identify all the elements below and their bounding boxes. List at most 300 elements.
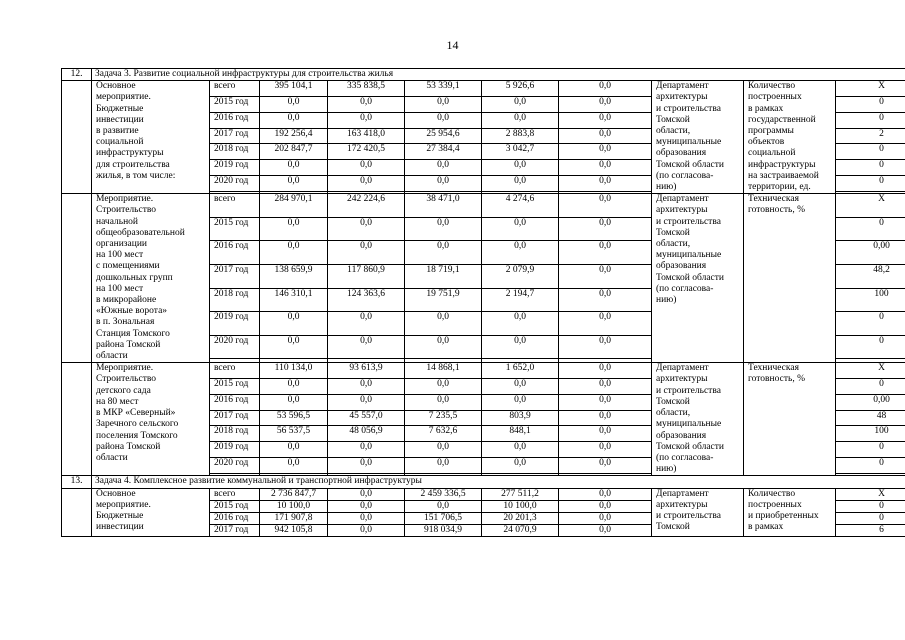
regional-cell: 0,0: [405, 312, 482, 336]
period-cell: 2018 год: [210, 288, 260, 312]
period-cell: 2017 год: [210, 525, 260, 537]
indicator-value: 0: [836, 96, 905, 112]
text-line: готовность, %: [748, 205, 805, 216]
total-cell: 0,0: [260, 335, 328, 359]
period-cell: 2019 год: [210, 312, 260, 336]
section-number: 13.: [62, 476, 92, 488]
text-line: (по согласова-: [656, 283, 714, 294]
indicator-value: 6: [836, 525, 905, 537]
period-cell: 2020 год: [210, 457, 260, 473]
local-cell: 2 079,9: [482, 265, 559, 289]
total-cell: 395 104,1: [260, 81, 328, 97]
other-cell: 0,0: [559, 175, 652, 191]
text-line: в рамках: [748, 522, 784, 533]
text-line: Бюджетные: [96, 103, 144, 114]
total-cell: 56 537,5: [260, 426, 328, 442]
other-cell: 0,0: [559, 241, 652, 265]
text-line: (по согласова-: [656, 452, 714, 463]
text-line: построенных: [748, 499, 802, 510]
text-line: Количество: [748, 81, 796, 92]
regional-cell: 14 868,1: [405, 363, 482, 379]
regional-cell: 27 384,4: [405, 144, 482, 160]
text-line: в микрорайоне: [96, 295, 157, 306]
number-blank: [62, 363, 92, 476]
text-line: Бюджетные: [96, 510, 144, 521]
federal-cell: 335 838,5: [328, 81, 405, 97]
period-cell: 2016 год: [210, 512, 260, 524]
text-line: и строительства: [656, 103, 721, 114]
federal-cell: 0,0: [328, 175, 405, 191]
total-cell: 0,0: [260, 442, 328, 458]
period-cell: 2015 год: [210, 217, 260, 241]
text-line: готовность, %: [748, 374, 805, 385]
text-line: архитектуры: [656, 92, 708, 103]
federal-cell: 0,0: [328, 488, 405, 500]
text-line: инфраструктуры: [96, 148, 164, 159]
text-line: муниципальные: [656, 137, 722, 148]
text-line: района Томской: [96, 441, 161, 452]
text-line: (по согласова-: [656, 170, 714, 181]
federal-cell: 45 557,0: [328, 410, 405, 426]
text-line: Основное: [96, 488, 136, 499]
text-line: начальной: [96, 216, 138, 227]
text-line: образования: [656, 148, 707, 159]
text-line: архитектуры: [656, 499, 708, 510]
other-cell: 0,0: [559, 144, 652, 160]
text-line: муниципальные: [656, 250, 722, 261]
total-cell: 10 100,0: [260, 500, 328, 512]
regional-cell: 918 034,9: [405, 525, 482, 537]
text-line: программы: [748, 126, 794, 137]
text-line: и строительства: [656, 216, 721, 227]
text-line: в п. Зональная: [96, 317, 155, 328]
indicator-value: 0: [836, 512, 905, 524]
regional-cell: 151 706,5: [405, 512, 482, 524]
other-cell: 0,0: [559, 426, 652, 442]
regional-cell: 0,0: [405, 96, 482, 112]
data-row: [62, 488, 905, 500]
text-line: области,: [656, 239, 691, 250]
total-cell: 0,0: [260, 96, 328, 112]
other-cell: 0,0: [559, 512, 652, 524]
regional-cell: 25 954,6: [405, 128, 482, 144]
other-cell: 0,0: [559, 335, 652, 359]
local-cell: 0,0: [482, 96, 559, 112]
regional-cell: 19 751,9: [405, 288, 482, 312]
text-line: на застраиваемой: [748, 170, 819, 181]
text-line: Станция Томского: [96, 328, 170, 339]
regional-cell: 0,0: [405, 175, 482, 191]
total-cell: 202 847,7: [260, 144, 328, 160]
other-cell: 0,0: [559, 312, 652, 336]
period-cell: всего: [210, 363, 260, 379]
text-line: Техническая: [748, 363, 799, 374]
text-line: социальной: [96, 137, 144, 148]
total-cell: 0,0: [260, 217, 328, 241]
text-line: инвестиции: [96, 114, 144, 125]
regional-cell: 0,0: [405, 160, 482, 176]
text-block: [748, 81, 831, 193]
text-line: Строительство: [96, 205, 157, 216]
period-cell: 2020 год: [210, 335, 260, 359]
regional-cell: 0,0: [405, 500, 482, 512]
regional-cell: 0,0: [405, 217, 482, 241]
regional-cell: 0,0: [405, 457, 482, 473]
period-cell: 2019 год: [210, 160, 260, 176]
other-cell: 0,0: [559, 288, 652, 312]
local-cell: 0,0: [482, 112, 559, 128]
text-line: на 100 мест: [96, 283, 144, 294]
text-line: и строительства: [656, 385, 721, 396]
period-cell: 2018 год: [210, 426, 260, 442]
text-line: в МКР «Северный»: [96, 408, 176, 419]
total-cell: 2 736 847,7: [260, 488, 328, 500]
federal-cell: 0,0: [328, 312, 405, 336]
federal-cell: 0,0: [328, 96, 405, 112]
federal-cell: 0,0: [328, 112, 405, 128]
text-line: в рамках: [748, 103, 784, 114]
text-line: поселения Томского: [96, 430, 178, 441]
indicator-value: X: [836, 488, 905, 500]
number-blank: [62, 81, 92, 194]
text-line: Томской: [656, 227, 690, 238]
text-line: Департамент: [656, 488, 709, 499]
text-line: образования: [656, 261, 707, 272]
indicator-value: 0: [836, 442, 905, 458]
indicator-value: 0,00: [836, 241, 905, 265]
indicator-value: 100: [836, 426, 905, 442]
federal-cell: 93 613,9: [328, 363, 405, 379]
federal-cell: 0,0: [328, 241, 405, 265]
other-cell: 0,0: [559, 442, 652, 458]
total-cell: 0,0: [260, 160, 328, 176]
text-line: дошкольных групп: [96, 272, 173, 283]
local-cell: 0,0: [482, 457, 559, 473]
text-line: территории, ед.: [748, 182, 811, 193]
text-line: на 100 мест: [96, 250, 144, 261]
section-title: Задача 4. Комплексное развитие коммунальной и транспортной инфраструктуры: [92, 476, 905, 488]
total-cell: 138 659,9: [260, 265, 328, 289]
other-cell: 0,0: [559, 394, 652, 410]
local-cell: 848,1: [482, 426, 559, 442]
regional-cell: 38 471,0: [405, 194, 482, 218]
total-cell: 0,0: [260, 241, 328, 265]
local-cell: 4 274,6: [482, 194, 559, 218]
local-cell: 0,0: [482, 160, 559, 176]
section-header-row: [62, 69, 905, 81]
text-line: нию): [656, 464, 677, 475]
regional-cell: 18 719,1: [405, 265, 482, 289]
text-line: объектов: [748, 137, 785, 148]
text-line: архитектуры: [656, 374, 708, 385]
total-cell: 0,0: [260, 175, 328, 191]
data-row: [62, 363, 905, 379]
other-cell: 0,0: [559, 128, 652, 144]
other-cell: 0,0: [559, 410, 652, 426]
indicator-value: 0: [836, 312, 905, 336]
period-cell: 2016 год: [210, 241, 260, 265]
text-line: детского сада: [96, 385, 151, 396]
federal-cell: 242 224,6: [328, 194, 405, 218]
text-line: мероприятие.: [96, 92, 151, 103]
text-line: Томской области: [656, 272, 724, 283]
text-line: образования: [656, 430, 707, 441]
text-line: с помещениями: [96, 261, 160, 272]
indicator-value: 0: [836, 500, 905, 512]
local-cell: 803,9: [482, 410, 559, 426]
regional-cell: 0,0: [405, 241, 482, 265]
other-cell: 0,0: [559, 363, 652, 379]
text-line: социальной: [748, 148, 796, 159]
text-line: государственной: [748, 114, 816, 125]
local-cell: 3 042,7: [482, 144, 559, 160]
number-blank: [62, 488, 92, 537]
indicator-value: 0: [836, 335, 905, 359]
other-cell: 0,0: [559, 265, 652, 289]
local-cell: 0,0: [482, 175, 559, 191]
local-cell: 20 201,3: [482, 512, 559, 524]
total-cell: 0,0: [260, 379, 328, 395]
local-cell: 0,0: [482, 217, 559, 241]
other-cell: 0,0: [559, 96, 652, 112]
other-cell: 0,0: [559, 217, 652, 241]
federal-cell: 0,0: [328, 512, 405, 524]
text-block: [656, 81, 739, 193]
text-line: области,: [656, 126, 691, 137]
total-cell: 284 970,1: [260, 194, 328, 218]
total-cell: 942 105,8: [260, 525, 328, 537]
department-cell: [652, 81, 744, 194]
text-line: Техническая: [748, 194, 799, 205]
indicator-value: X: [836, 81, 905, 97]
indicator-value: 0,00: [836, 394, 905, 410]
period-cell: 2020 год: [210, 175, 260, 191]
department-cell: [652, 194, 744, 363]
other-cell: 0,0: [559, 457, 652, 473]
total-cell: 192 256,4: [260, 128, 328, 144]
period-cell: 2016 год: [210, 112, 260, 128]
indicator-value: 0: [836, 160, 905, 176]
text-block: [96, 194, 205, 362]
local-cell: 0,0: [482, 335, 559, 359]
total-cell: 0,0: [260, 312, 328, 336]
federal-cell: 0,0: [328, 335, 405, 359]
indicator-value: X: [836, 194, 905, 218]
regional-cell: 53 339,1: [405, 81, 482, 97]
text-line: общеобразовательной: [96, 227, 185, 238]
text-line: Департамент: [656, 81, 709, 92]
local-cell: 0,0: [482, 394, 559, 410]
text-line: для строительства: [96, 159, 170, 170]
text-block: [748, 363, 831, 385]
section-header-row: [62, 476, 905, 488]
section-title: Задача 3. Развитие социальной инфраструктуры для строительства жилья: [92, 69, 905, 81]
indicator-value: 100: [836, 288, 905, 312]
total-cell: 110 134,0: [260, 363, 328, 379]
text-block: [656, 194, 739, 306]
text-line: Томской области: [656, 159, 724, 170]
text-line: и строительства: [656, 510, 721, 521]
federal-cell: 0,0: [328, 457, 405, 473]
federal-cell: 0,0: [328, 500, 405, 512]
text-line: области: [96, 452, 128, 463]
indicator-cell: [744, 194, 836, 363]
indicator-value: 0: [836, 175, 905, 191]
total-cell: 171 907,8: [260, 512, 328, 524]
period-cell: 2016 год: [210, 394, 260, 410]
local-cell: 24 070,9: [482, 525, 559, 537]
period-cell: 2018 год: [210, 144, 260, 160]
text-line: Строительство: [96, 374, 157, 385]
local-cell: 0,0: [482, 442, 559, 458]
text-block: [748, 194, 831, 216]
text-line: Количество: [748, 488, 796, 499]
period-cell: 2017 год: [210, 128, 260, 144]
regional-cell: 2 459 336,5: [405, 488, 482, 500]
regional-cell: 0,0: [405, 112, 482, 128]
activity-name: [92, 194, 210, 363]
indicator-value: 48,2: [836, 265, 905, 289]
text-line: муниципальные: [656, 419, 722, 430]
text-line: Департамент: [656, 194, 709, 205]
text-line: инвестиции: [96, 522, 144, 533]
other-cell: 0,0: [559, 194, 652, 218]
other-cell: 0,0: [559, 488, 652, 500]
federal-cell: 0,0: [328, 379, 405, 395]
regional-cell: 7 235,5: [405, 410, 482, 426]
text-line: Томской: [656, 114, 690, 125]
other-cell: 0,0: [559, 500, 652, 512]
text-line: организации: [96, 239, 148, 250]
regional-cell: 0,0: [405, 379, 482, 395]
text-block: [96, 81, 205, 182]
text-block: [656, 363, 739, 475]
period-cell: всего: [210, 81, 260, 97]
total-cell: 0,0: [260, 112, 328, 128]
local-cell: 2 883,8: [482, 128, 559, 144]
regional-cell: 0,0: [405, 442, 482, 458]
period-cell: 2019 год: [210, 442, 260, 458]
period-cell: всего: [210, 194, 260, 218]
federal-cell: 163 418,0: [328, 128, 405, 144]
federal-cell: 124 363,6: [328, 288, 405, 312]
text-line: Томской: [656, 522, 690, 533]
regional-cell: 0,0: [405, 394, 482, 410]
period-cell: всего: [210, 488, 260, 500]
other-cell: 0,0: [559, 81, 652, 97]
other-cell: 0,0: [559, 379, 652, 395]
federal-cell: 0,0: [328, 394, 405, 410]
local-cell: 2 194,7: [482, 288, 559, 312]
indicator-value: 0: [836, 457, 905, 473]
text-line: в развитие: [96, 126, 139, 137]
regional-cell: 0,0: [405, 335, 482, 359]
other-cell: 0,0: [559, 112, 652, 128]
text-line: построенных: [748, 92, 802, 103]
text-line: Департамент: [656, 363, 709, 374]
page-number: 14: [446, 38, 459, 52]
text-line: области: [96, 351, 128, 362]
federal-cell: 172 420,5: [328, 144, 405, 160]
indicator-cell: [744, 488, 836, 537]
text-line: области,: [656, 408, 691, 419]
number-blank: [62, 194, 92, 363]
indicator-cell: [744, 81, 836, 194]
federal-cell: 0,0: [328, 442, 405, 458]
period-cell: 2015 год: [210, 500, 260, 512]
text-line: на 80 мест: [96, 396, 139, 407]
local-cell: 0,0: [482, 379, 559, 395]
local-cell: 277 511,2: [482, 488, 559, 500]
federal-cell: 0,0: [328, 525, 405, 537]
other-cell: 0,0: [559, 525, 652, 537]
total-cell: 0,0: [260, 457, 328, 473]
program-table: [61, 68, 905, 537]
text-block: [96, 489, 205, 534]
federal-cell: 48 056,9: [328, 426, 405, 442]
other-cell: 0,0: [559, 160, 652, 176]
activity-name: [92, 81, 210, 194]
text-line: нию): [656, 295, 677, 306]
local-cell: 0,0: [482, 312, 559, 336]
federal-cell: 0,0: [328, 160, 405, 176]
local-cell: 5 926,6: [482, 81, 559, 97]
period-cell: 2017 год: [210, 410, 260, 426]
total-cell: 53 596,5: [260, 410, 328, 426]
period-cell: 2015 год: [210, 379, 260, 395]
text-line: и приобретенных: [748, 510, 819, 521]
text-line: жилья, в том числе:: [96, 170, 176, 181]
department-cell: [652, 363, 744, 476]
text-line: инфраструктуры: [748, 159, 816, 170]
text-line: Основное: [96, 81, 136, 92]
local-cell: 1 652,0: [482, 363, 559, 379]
local-cell: 0,0: [482, 241, 559, 265]
federal-cell: 117 860,9: [328, 265, 405, 289]
total-cell: 0,0: [260, 394, 328, 410]
federal-cell: 0,0: [328, 217, 405, 241]
indicator-cell: [744, 363, 836, 476]
text-block: [96, 363, 205, 464]
total-cell: 146 310,1: [260, 288, 328, 312]
text-line: мероприятие.: [96, 499, 151, 510]
text-line: Заречного сельского: [96, 419, 179, 430]
indicator-value: 2: [836, 128, 905, 144]
text-block: [656, 489, 739, 534]
text-line: района Томской: [96, 339, 161, 350]
text-line: Томской области: [656, 441, 724, 452]
indicator-value: 0: [836, 379, 905, 395]
text-block: [748, 489, 831, 534]
department-cell: [652, 488, 744, 537]
indicator-value: 0: [836, 144, 905, 160]
period-cell: 2017 год: [210, 265, 260, 289]
section-number: 12.: [62, 69, 92, 81]
indicator-value: 0: [836, 112, 905, 128]
activity-name: [92, 488, 210, 537]
indicator-value: X: [836, 363, 905, 379]
text-line: Томской: [656, 396, 690, 407]
regional-cell: 7 632,6: [405, 426, 482, 442]
activity-name: [92, 363, 210, 476]
period-cell: 2015 год: [210, 96, 260, 112]
text-line: «Южные ворота»: [96, 306, 168, 317]
indicator-value: 48: [836, 410, 905, 426]
text-line: архитектуры: [656, 205, 708, 216]
text-line: Мероприятие.: [96, 363, 154, 374]
indicator-value: 0: [836, 217, 905, 241]
local-cell: 10 100,0: [482, 500, 559, 512]
